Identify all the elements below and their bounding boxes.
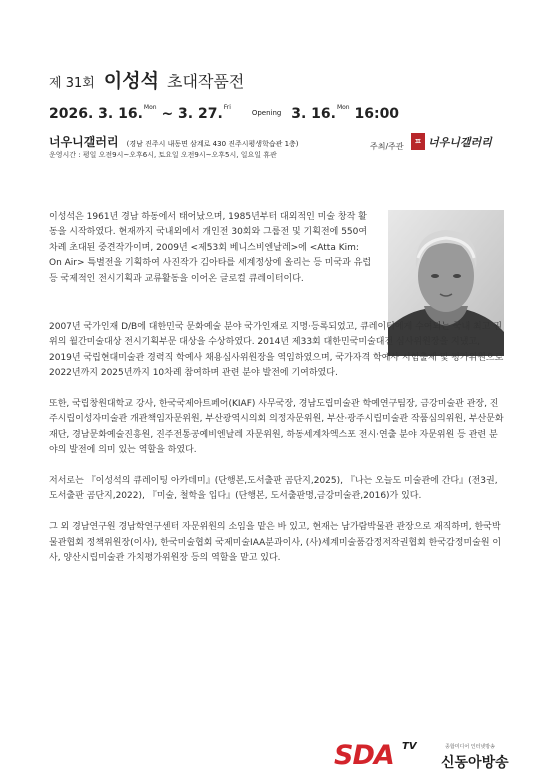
venue — [49, 131, 299, 150]
sda-logo-letters: SDA — [334, 740, 394, 771]
opening-date: 3. 16. — [291, 106, 336, 122]
opening-time: 16:00 — [354, 106, 400, 122]
gallery-logo-text: 너우니갤러리 — [428, 135, 492, 149]
broadcaster-tagline: 종합미디어 인터넷방송 — [445, 744, 495, 750]
start-day: Mon — [143, 104, 157, 111]
exhibition-dates — [49, 104, 399, 122]
opening-day: Mon — [336, 104, 350, 111]
bio-paragraph: 2007년 국가인재 D/B에 대한민국 문화예술 분야 국가인재로 지명·등록되었고, 큐레이터에게 수여되는 국내 최고 권위의 월간미술대상 전시기획부문 대상을 수상하였다. 2014년 제33회 대한민국미술대전 심사위원장을 지냈고, 2019년 국립현대미술관 경력직 학예사 채용심사위원장을 역임하였으며, 국가자격 학예사 시험출제 및 평가위원으로 2022년까지 2025년까지 10차례 참여하며 관련 분야 발전에 기여하였다. — [49, 322, 504, 379]
end-date: 3. 27. — [178, 106, 223, 122]
broadcaster-logo — [334, 741, 524, 773]
edition-label: 제 31회 — [49, 76, 95, 91]
end-day: Fri — [223, 104, 231, 111]
sda-logo-tv: TV — [402, 741, 417, 752]
exhibition-title — [49, 66, 244, 93]
venue-name: 너우니갤러리 — [49, 135, 119, 149]
start-date: 2026. 3. 16. — [49, 106, 143, 122]
bio-paragraph: 이성석은 1961년 경남 하동에서 태어났으며, 1985년부터 대외적인 미술 창작 활동을 시작하였다. 현재까지 국내외에서 개인전 30회와 그룹전 및 기획전에 550여 차례 초대된 중견작가이며, 2009년 <제53회 베니스비엔날레>에 <Atta Kim: On Air> 특별전을 기획하여 사진작가 김아타를 세계정상에 올리는 등 미국과 유럽 등 국제적인 전시기획과 교류활동을 이어온 글로컬 큐레이터이다. — [49, 212, 372, 284]
broadcaster-name: 신동아방송 — [441, 755, 509, 771]
bio-lower — [49, 320, 504, 582]
bio-paragraph: 저서로는 『이성석의 큐레이팅 아카데미』(단행본,도서출판 곰단지,2025), 『나는 오늘도 미술관에 간다』(전3권,도서출판 곰단지,2022), 『미술, 철학을 입다』(단행본, 도서출판명,금강미술관,2016)가 있다. — [49, 476, 498, 502]
venue-address: (경남 진주시 내동면 삼계로 430 진주시평생학습관 1층) — [126, 140, 299, 148]
gallery-logo — [411, 133, 492, 150]
bio-paragraph: 그 외 경남연구원 경남학연구센터 자문위원의 소임을 맡은 바 있고, 현재는 남가람박물관 관장으로 재직하며, 한국박물관협회 정책위원장(이사), 한국미술협회 국제미술IAA분과이사, (사)세계미술품감정저작권협회 한국감정미술원 이사, 양산시립미술관 가치평가위원장 등의 역할을 맡고 있다. — [49, 522, 502, 564]
gallery-logo-mark-icon: ㅍ — [411, 133, 425, 150]
bio-upper — [49, 210, 374, 302]
host-label: 주최/주관 — [370, 142, 404, 151]
artist-name: 이성석 — [103, 70, 159, 92]
opening-hours: 운영시간 : 평일 오전9시~오후6시, 토요일 오전9시~오후5시, 일요일 휴관 — [49, 151, 277, 159]
exhibition-title-text: 초대작품전 — [167, 72, 245, 91]
opening-label: Opening — [251, 109, 282, 117]
date-separator: ~ — [161, 106, 174, 122]
bio-paragraph: 또한, 국립창원대학교 강사, 한국국제아트페어(KIAF) 사무국장, 경남도립미술관 학예연구팀장, 금강미술관 관장, 진주시립이성자미술관 개관책임자문위원, 부산광역시의회 의정자문위원, 부산·광주시립미술관 작품심의위원, 부산문화재단, 경남문화예술진흥원, 진주전통공예비엔날레 자문위원, 하동세계차엑스포 전시·연출 분야 자문위원 등 관련 분야의 발전에 의미 있는 역할을 하였다. — [49, 399, 504, 456]
